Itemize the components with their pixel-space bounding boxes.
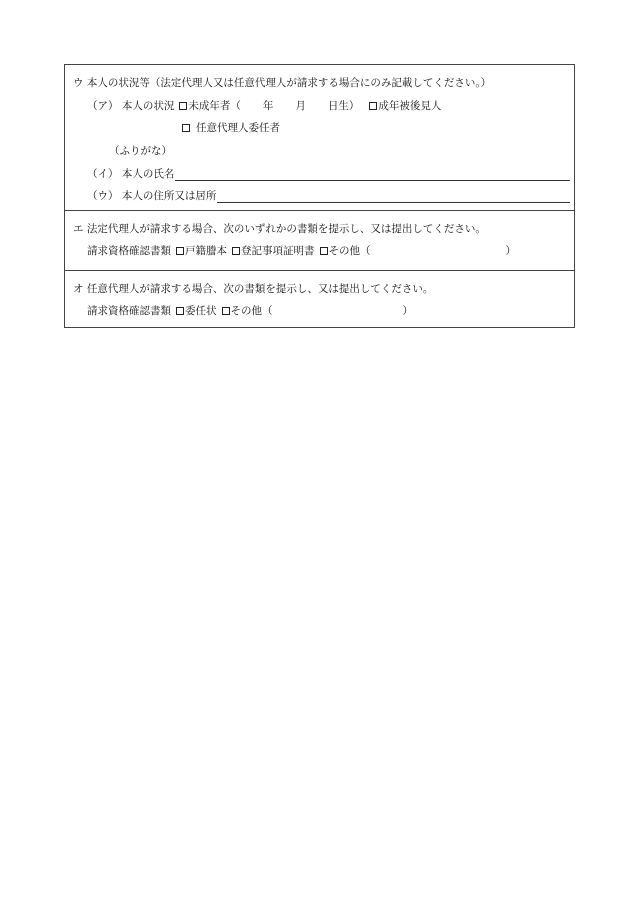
adult-ward-label: 成年被後見人 bbox=[378, 100, 442, 112]
adult-ward-checkbox[interactable] bbox=[369, 102, 377, 110]
section-e-other-checkbox[interactable] bbox=[320, 247, 328, 255]
address-field[interactable] bbox=[217, 202, 570, 203]
principal-label: 任意代理人委任者 bbox=[196, 122, 280, 134]
section-o-heading: オ 任意代理人が請求する場合、次の書類を提示し、又は提出してください。 bbox=[73, 283, 434, 295]
address-label: （ウ） 本人の住所又は居所 bbox=[87, 190, 217, 202]
name-label: （イ） 本人の氏名 bbox=[87, 168, 175, 180]
section-o-other-label: その他（ bbox=[230, 305, 273, 317]
minor-label: 未成年者（ bbox=[188, 100, 241, 112]
section-u-heading: ウ 本人の状況等（法定代理人又は任意代理人が請求する場合にのみ記載してください。） bbox=[73, 77, 492, 89]
section-e-heading: エ 法定代理人が請求する場合、次のいずれかの書類を提示し、又は提出してください。 bbox=[73, 223, 486, 235]
section-o-docs-label: 請求資格確認書類 bbox=[87, 305, 171, 317]
request-form-box bbox=[64, 64, 575, 328]
month-label: 月 bbox=[295, 100, 306, 112]
section-o-other-checkbox[interactable] bbox=[222, 307, 230, 315]
section-e-docs-row bbox=[87, 244, 516, 258]
status-row bbox=[87, 99, 441, 113]
family-register-label: 戸籍謄本 bbox=[185, 245, 227, 257]
power-of-attorney-label: 委任状 bbox=[185, 305, 217, 317]
principal-checkbox[interactable] bbox=[182, 124, 190, 132]
day-label: 日生） bbox=[327, 100, 360, 112]
name-field[interactable] bbox=[175, 180, 570, 181]
section-legal-representative bbox=[65, 211, 574, 271]
minor-checkbox[interactable] bbox=[179, 102, 187, 110]
section-e-other-label: その他（ bbox=[328, 245, 371, 257]
principal-row bbox=[182, 121, 280, 135]
registry-cert-label: 登記事項証明書 bbox=[241, 245, 315, 257]
power-of-attorney-checkbox[interactable] bbox=[176, 307, 184, 315]
section-e-other-close: ） bbox=[505, 245, 516, 257]
registry-cert-checkbox[interactable] bbox=[232, 247, 240, 255]
status-label: （ア） 本人の状況 bbox=[87, 100, 175, 112]
family-register-checkbox[interactable] bbox=[176, 247, 184, 255]
section-e-docs-label: 請求資格確認書類 bbox=[87, 245, 171, 257]
section-voluntary-agent bbox=[65, 271, 574, 328]
section-o-docs-row bbox=[87, 304, 413, 318]
furigana-label: （ふりがな） bbox=[109, 145, 172, 157]
year-label: 年 bbox=[262, 100, 274, 112]
section-principal-status bbox=[65, 65, 574, 211]
section-o-other-close: ） bbox=[402, 305, 413, 317]
